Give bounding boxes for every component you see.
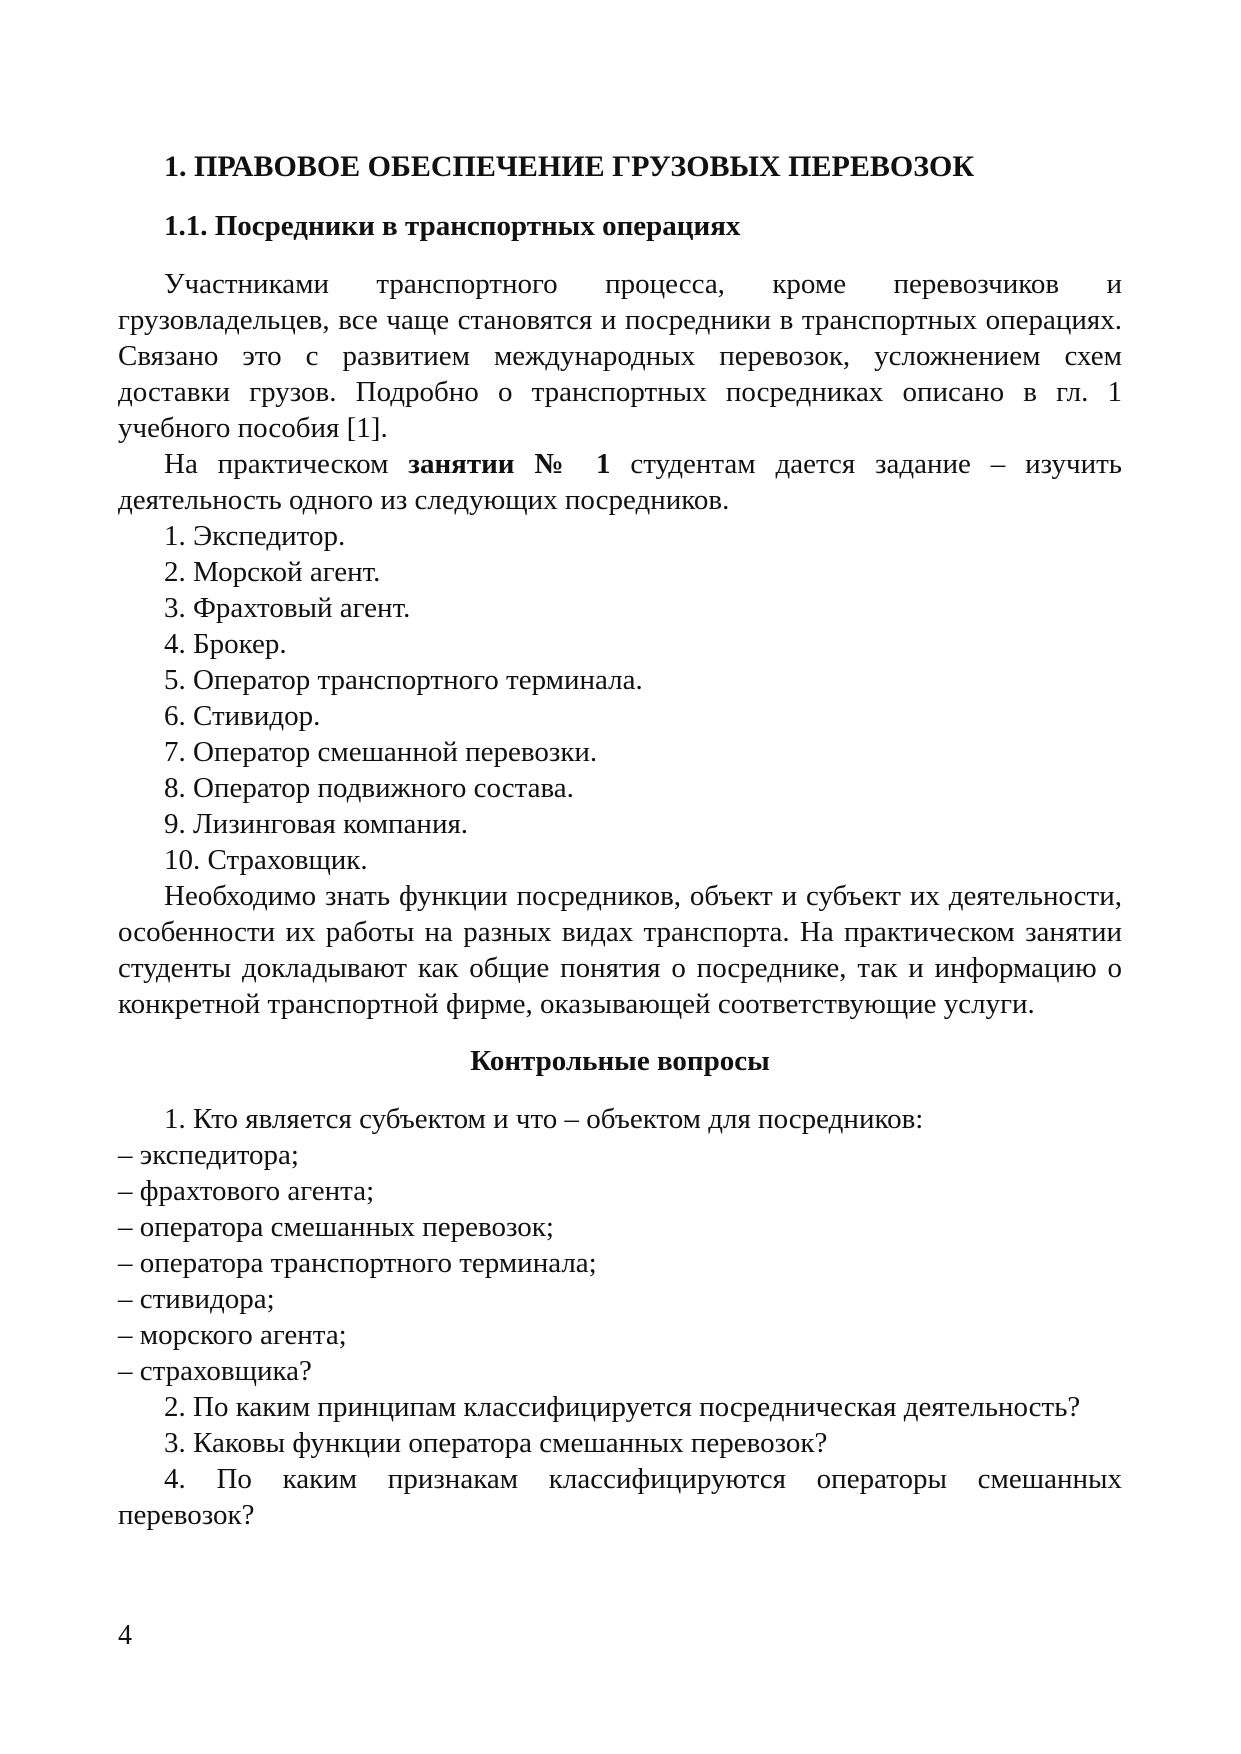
paragraph-participants: Участниками транспортного процесса, кроме перевозчиков и грузовладельцев, все чаще становятся и посредники в транспортных операциях. Связано это с развитием международных перевозок, усложнением схем доставки грузов. Подробно о транспортных посредниках описано в гл. 1 учебного пособия [1]. xyxy=(118,268,1122,444)
questions-list xyxy=(118,1101,1122,1137)
list-item: – экспедитора; xyxy=(118,1139,299,1171)
page-number: 4 xyxy=(118,1620,132,1651)
list-item: – фрахтового агента; xyxy=(118,1175,375,1207)
list-item: 7. Оператор смешанной перевозки. xyxy=(164,736,598,768)
chapter-title: 1. ПРАВОВОЕ ОБЕСПЕЧЕНИЕ ГРУЗОВЫХ ПЕРЕВОЗОК xyxy=(164,150,975,183)
questions-list-continued xyxy=(118,1389,1122,1461)
intermediaries-list xyxy=(118,518,1122,878)
list-item: – морского агента; xyxy=(118,1319,347,1351)
assignment-lesson-bold: занятии № 1 xyxy=(408,448,611,480)
paragraph-requirements: Необходимо знать функции посредников, объект и субъект их деятельности, особенности их работы на разных видах транспорта. На практическом занятии студенты докладывают как общие понятия о посреднике, так и информацию о конкретной транспортной фирме, оказывающей соответствующие услуги. xyxy=(118,880,1122,1020)
list-item: 5. Оператор транспортного терминала. xyxy=(164,664,643,696)
page-body xyxy=(118,266,1122,1533)
question-1-subitems xyxy=(72,1137,1122,1389)
question-4: 4. По каким признакам классифицируются операторы смешанных перевозок? xyxy=(118,1463,1122,1531)
list-item: 9. Лизинговая компания. xyxy=(164,808,469,840)
assignment-text-before: На практическом xyxy=(164,448,409,480)
assignment-text-after: студентам дается задание – изучить деятельность одного из следующих посредников. xyxy=(118,448,1123,516)
list-item: 8. Оператор подвижного состава. xyxy=(164,772,574,804)
list-item: – оператора транспортного терминала; xyxy=(118,1247,597,1279)
list-item: 1. Экспедитор. xyxy=(164,520,346,552)
question-1: 1. Кто является субъектом и что – объектом для посредников: xyxy=(164,1103,924,1135)
list-item: 6. Стивидор. xyxy=(164,700,321,732)
questions-heading: Контрольные вопросы xyxy=(470,1045,770,1077)
list-item: 2. Морской агент. xyxy=(164,556,381,588)
list-item: 4. Брокер. xyxy=(164,628,287,660)
list-item: – оператора смешанных перевозок; xyxy=(118,1211,554,1243)
list-item: 10. Страховщик. xyxy=(164,844,368,876)
list-item: – стивидора; xyxy=(118,1283,275,1315)
list-item: 3. Фрахтовый агент. xyxy=(164,592,411,624)
question-3: 3. Каковы функции оператора смешанных перевозок? xyxy=(164,1427,828,1459)
section-title: 1.1. Посредники в транспортных операциях xyxy=(164,210,741,242)
document-page xyxy=(118,0,1122,1754)
paragraph-assignment xyxy=(118,446,1122,518)
question-2: 2. По каким принципам классифицируется посредническая деятельность? xyxy=(164,1391,1081,1423)
list-item: – страховщика? xyxy=(118,1355,312,1387)
